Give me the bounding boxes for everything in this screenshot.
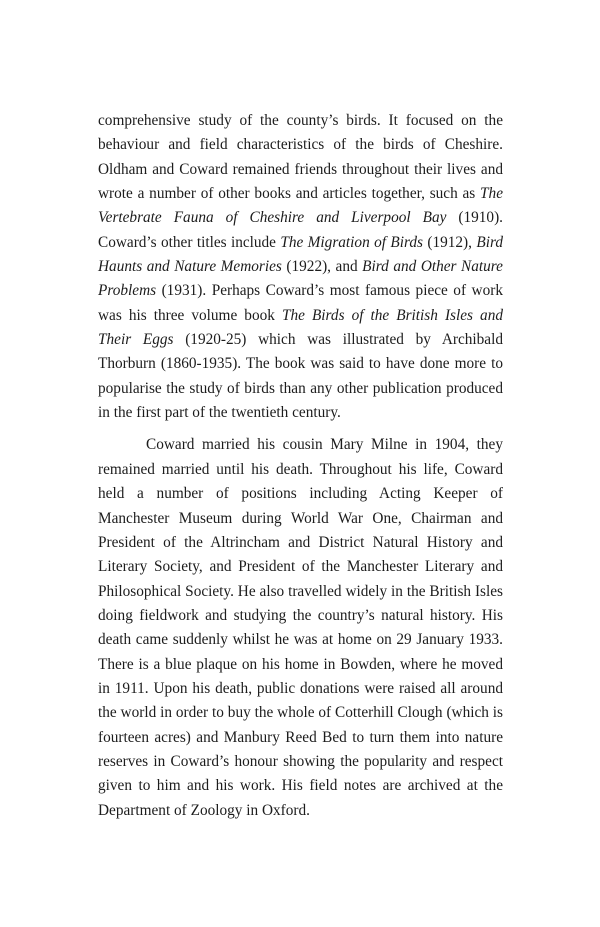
text-run: (1920-25) which was illustrated by Archibald Thorburn (1860-1935). The book was said to have done more to popularise the study of birds than any other publication produced in the first part of the twentieth century. <box>98 331 503 422</box>
text-run: Coward married his cousin Mary Milne in 1904, they remained married until his death. Throughout his life, Coward held a number of positions including Acting Keeper of Manchester Museum during World War One, Chairman and President of the Altrincham and District Natural History and Literary Society, and President of the Manchester Literary and Philosophical Society. He also travelled widely in the British Isles doing fieldwork and studying the country’s natural history. His death came suddenly whilst he was at home on 29 January 1933. There is a blue plaque on his home in Bowden, where he moved in 1911. Upon his death, public donations were raised all around the world in order to buy the whole of Cotterhill Clough (which is fourteen acres) and Manbury Reed Bed to turn them into nature reserves in Coward’s honour showing the popularity and respect given to him and his work. His field notes are archived at the Department of Zoology in Oxford. <box>98 436 503 819</box>
book-title: Bird Haunts and Nature Memories <box>98 233 503 276</box>
paragraph-2 <box>98 433 503 823</box>
paragraph-1 <box>98 109 503 425</box>
text-run: (1912), <box>422 233 477 251</box>
text-run: (1931). Perhaps Coward’s most famous piece of work was his three volume book <box>98 282 503 324</box>
text-run: comprehensive study of the county’s birds. It focused on the behaviour and field characteristics of the birds of Cheshire. Oldham and Coward remained friends throughout their lives and wrote a number of other books and articles together, such as <box>98 112 503 203</box>
book-title: The Birds of the British Isles and Their Eggs <box>98 306 503 349</box>
text-run: (1922), and <box>281 258 363 276</box>
book-title: The Vertebrate Fauna of Cheshire and Liverpool Bay <box>98 185 503 227</box>
body-text <box>98 109 503 823</box>
book-title: Bird and Other Nature Problems <box>98 258 503 300</box>
book-title: The Migration of Birds <box>280 233 423 251</box>
text-run: (1910). Coward’s other titles include <box>98 209 503 251</box>
